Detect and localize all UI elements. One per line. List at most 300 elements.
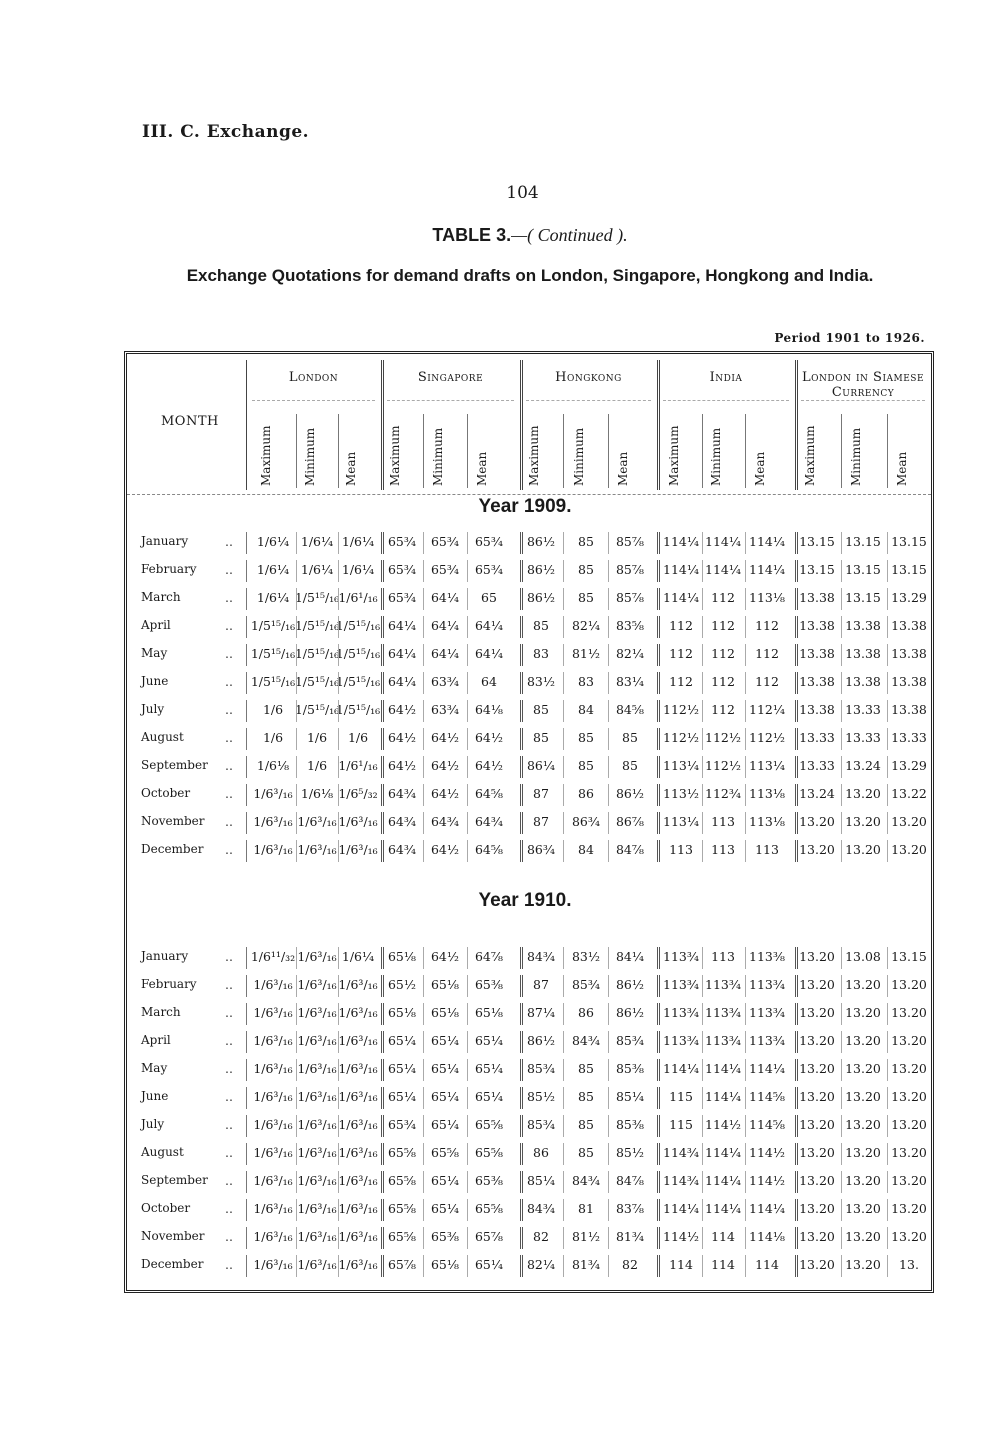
column-subdivider [887,947,888,969]
london-minimum-cell: 1/6³/₁₆ [297,842,337,857]
london-minimum-cell: 1/6³/₁₆ [297,1173,337,1188]
singapore-minimum-cell: 64½ [430,949,460,964]
column-subdivider [467,1031,468,1053]
leader-dots: .. [225,1201,233,1216]
hongkong-maximum-cell: 85 [533,702,549,717]
column-subdivider [423,1143,424,1165]
column-subdivider [841,1059,842,1081]
hongkong-minimum-cell: 84¾ [571,1173,601,1188]
column-subdivider [608,1255,609,1277]
column-divider [381,812,384,834]
subcolumn-label: Minimum [572,427,586,486]
column-subdivider [608,588,609,610]
column-divider [795,532,798,554]
singapore-minimum-cell: 63¾ [430,674,460,689]
singapore-mean-cell: 65¾ [474,562,504,577]
column-subdivider [563,756,564,778]
month-cell: December [141,1257,204,1271]
hongkong-mean-cell: 85⅞ [615,534,645,549]
column-subdivider [608,1087,609,1109]
column-subdivider [338,812,339,834]
column-divider [657,947,660,969]
hongkong-mean-cell: 82 [622,1257,638,1272]
london-in-siamese-currency-minimum-cell: 13.20 [845,1033,881,1048]
subcolumn-label: Minimum [849,427,863,486]
london-maximum-cell: 1/6¹¹/₃₂ [250,949,296,964]
london-in-siamese-currency-minimum-cell: 13.15 [845,534,881,549]
singapore-mean-cell: 65⅜ [474,977,504,992]
column-divider [246,616,247,638]
india-minimum-cell: 114 [711,1257,735,1272]
subcolumn-label: Minimum [709,427,723,486]
india-mean-cell: 114½ [749,1173,785,1188]
singapore-mean-cell: 64⅝ [474,786,504,801]
column-subdivider [563,700,564,722]
column-divider [381,588,384,610]
india-minimum-cell: 113¾ [705,1005,741,1020]
column-divider [520,588,523,610]
column-subdivider [338,1003,339,1025]
london-maximum-cell: 1/6³/₁₆ [253,1201,293,1216]
leader-dots: .. [225,949,233,964]
table-row [127,1224,931,1252]
london-in-siamese-currency-mean-cell: 13.15 [891,562,927,577]
column-subdivider [887,1115,888,1137]
column-divider [381,728,384,750]
london-in-siamese-currency-minimum-cell: 13.20 [845,786,881,801]
india-mean-cell: 112 [755,674,779,689]
column-divider [246,1003,247,1025]
london-in-siamese-currency-mean-cell: 13.20 [891,1145,927,1160]
period-label: Period 1901 to 1926. [774,331,925,345]
column-subdivider [608,728,609,750]
column-subdivider [887,700,888,722]
hongkong-maximum-cell: 84¾ [526,949,556,964]
hongkong-maximum-cell: 86 [533,1145,549,1160]
india-minimum-cell: 114¼ [705,1173,741,1188]
singapore-maximum-cell: 65⅝ [387,1145,417,1160]
table-row [127,944,931,972]
column-subdivider [841,616,842,638]
column-subdivider [563,784,564,806]
header-subdivider [338,414,339,488]
india-mean-cell: 114 [755,1257,779,1272]
hongkong-minimum-cell: 85 [578,562,594,577]
london-minimum-cell: 1/6 [306,758,328,773]
india-maximum-cell: 114¼ [663,1061,699,1076]
hongkong-minimum-cell: 85 [578,758,594,773]
month-cell: October [141,786,191,800]
column-subdivider [338,728,339,750]
column-subdivider [702,947,703,969]
india-minimum-cell: 114¼ [705,1061,741,1076]
table-title [0,225,1001,246]
singapore-mean-cell: 65 [481,590,497,605]
header-divider [657,360,660,490]
hongkong-mean-cell: 84¼ [615,949,645,964]
column-divider [520,1003,523,1025]
hongkong-minimum-cell: 86 [578,786,594,801]
column-divider [520,1115,523,1137]
column-subdivider [841,1003,842,1025]
column-subdivider [745,812,746,834]
london-in-siamese-currency-maximum-cell: 13.20 [799,1061,835,1076]
india-minimum-cell: 112½ [705,730,741,745]
hongkong-maximum-cell: 86½ [526,562,556,577]
column-subdivider [745,1087,746,1109]
london-maximum-cell: 1/6¼ [256,590,290,605]
column-divider [246,672,247,694]
leader-dots: .. [225,1089,233,1104]
column-subdivider [887,644,888,666]
column-subdivider [467,784,468,806]
column-subdivider [296,1199,297,1221]
hongkong-minimum-cell: 83½ [571,949,601,964]
singapore-maximum-cell: 65⅝ [387,1173,417,1188]
column-divider [520,644,523,666]
singapore-mean-cell: 64½ [474,730,504,745]
column-subdivider [745,1115,746,1137]
column-subdivider [296,784,297,806]
column-subdivider [467,1255,468,1277]
london-in-siamese-currency-minimum-cell: 13.20 [845,977,881,992]
india-maximum-cell: 113 [669,842,693,857]
column-subdivider [702,784,703,806]
singapore-minimum-cell: 64½ [430,730,460,745]
column-divider [795,672,798,694]
column-subdivider [338,947,339,969]
singapore-maximum-cell: 65¼ [387,1089,417,1104]
column-subdivider [563,1143,564,1165]
column-subdivider [702,840,703,862]
column-divider [520,532,523,554]
hongkong-mean-cell: 85¼ [615,1089,645,1104]
india-minimum-cell: 113 [711,949,735,964]
column-divider [657,756,660,778]
column-divider [795,1003,798,1025]
leader-dots: .. [225,1117,233,1132]
column-subdivider [702,700,703,722]
column-subdivider [467,1087,468,1109]
subcolumn-label: Maximum [527,425,541,486]
india-maximum-cell: 112 [669,674,693,689]
column-subdivider [702,588,703,610]
column-divider [520,560,523,582]
table-row [127,1140,931,1168]
london-in-siamese-currency-minimum-cell: 13.20 [845,1061,881,1076]
column-subdivider [887,1059,888,1081]
london-mean-cell: 1/6¹/₁₆ [338,758,378,773]
london-in-siamese-currency-mean-cell: 13. [899,1257,919,1272]
london-in-siamese-currency-mean-cell: 13.29 [891,590,927,605]
london-in-siamese-currency-mean-cell: 13.33 [891,730,927,745]
column-subdivider [841,1115,842,1137]
london-in-siamese-currency-mean-cell: 13.20 [891,1061,927,1076]
london-mean-cell: 1/5¹⁵/₁₆ [335,646,381,661]
hongkong-minimum-cell: 81½ [571,646,601,661]
hongkong-minimum-cell: 81 [578,1201,594,1216]
hongkong-minimum-cell: 83 [578,674,594,689]
column-subdivider [296,532,297,554]
column-divider [246,644,247,666]
column-subdivider [296,588,297,610]
column-subdivider [608,947,609,969]
column-subdivider [563,947,564,969]
london-maximum-cell: 1/5¹⁵/₁₆ [250,674,296,689]
singapore-minimum-cell: 65¼ [430,1089,460,1104]
table-row [127,781,931,809]
hongkong-maximum-cell: 82¼ [526,1257,556,1272]
column-subdivider [841,728,842,750]
column-divider [246,700,247,722]
column-subdivider [563,1115,564,1137]
table-row [127,641,931,669]
column-divider [520,728,523,750]
hongkong-minimum-cell: 85 [578,1061,594,1076]
singapore-maximum-cell: 65⅛ [387,949,417,964]
london-in-siamese-currency-minimum-cell: 13.38 [845,618,881,633]
column-divider [246,1171,247,1193]
leader-dots: .. [225,842,233,857]
singapore-mean-cell: 65¼ [474,1033,504,1048]
london-in-siamese-currency-mean-cell: 13.20 [891,842,927,857]
singapore-minimum-cell: 64¼ [430,618,460,633]
london-minimum-cell: 1/6¼ [300,562,334,577]
hongkong-mean-cell: 85 [622,758,638,773]
column-subdivider [467,1115,468,1137]
singapore-mean-cell: 65¼ [474,1061,504,1076]
column-divider [381,672,384,694]
column-subdivider [296,756,297,778]
london-maximum-cell: 1/6³/₁₆ [253,1145,293,1160]
singapore-maximum-cell: 65⅝ [387,1201,417,1216]
column-subdivider [423,812,424,834]
column-divider [657,1059,660,1081]
column-subdivider [296,672,297,694]
london-minimum-cell: 1/6³/₁₆ [297,1117,337,1132]
table-row [127,613,931,641]
london-in-siamese-currency-minimum-cell: 13.20 [845,1145,881,1160]
page-number: 104 [506,183,539,203]
leader-dots: .. [225,786,233,801]
hongkong-maximum-cell: 85 [533,730,549,745]
column-subdivider [702,1031,703,1053]
london-minimum-cell: 1/6³/₁₆ [297,949,337,964]
column-subdivider [887,588,888,610]
subcolumn-maximum [803,412,828,486]
month-cell: August [141,730,184,744]
london-in-siamese-currency-maximum-cell: 13.38 [799,618,835,633]
column-divider [246,728,247,750]
column-subdivider [887,1199,888,1221]
india-mean-cell: 114⅛ [749,1229,785,1244]
column-divider [520,784,523,806]
column-subdivider [608,812,609,834]
london-maximum-cell: 1/6⅛ [256,758,290,773]
london-mean-cell: 1/6³/₁₆ [338,842,378,857]
india-mean-cell: 113⅛ [749,590,785,605]
column-divider [381,1031,384,1053]
singapore-mean-cell: 65¼ [474,1257,504,1272]
column-subdivider [702,728,703,750]
singapore-maximum-cell: 65¾ [387,534,417,549]
london-in-siamese-currency-minimum-cell: 13.38 [845,646,881,661]
table-row [127,1028,931,1056]
leader-dots: .. [225,1257,233,1272]
column-group-singapore: Singapore [417,370,484,385]
london-in-siamese-currency-minimum-cell: 13.33 [845,730,881,745]
column-subdivider [423,1227,424,1249]
hongkong-maximum-cell: 86½ [526,590,556,605]
column-subdivider [887,840,888,862]
subcolumn-maximum [259,412,284,486]
india-minimum-cell: 114 [711,1229,735,1244]
month-cell: July [141,1117,165,1131]
singapore-mean-cell: 64⅝ [474,842,504,857]
column-subdivider [296,644,297,666]
singapore-mean-cell: 65⅝ [474,1145,504,1160]
column-subdivider [423,560,424,582]
month-cell: September [141,1173,208,1187]
column-subdivider [467,672,468,694]
column-divider [520,1171,523,1193]
london-in-siamese-currency-maximum-cell: 13.38 [799,674,835,689]
header-divider [246,360,247,490]
london-in-siamese-currency-maximum-cell: 13.20 [799,1201,835,1216]
column-divider [657,672,660,694]
column-divider [520,1031,523,1053]
leader-dots: .. [225,758,233,773]
month-cell: March [141,1005,181,1019]
column-subdivider [887,1003,888,1025]
column-subdivider [745,1227,746,1249]
column-subdivider [338,1255,339,1277]
column-divider [381,1003,384,1025]
subcolumn-label: Mean [475,451,489,486]
table-row [127,1000,931,1028]
column-subdivider [563,644,564,666]
column-group-rule [801,400,925,401]
london-in-siamese-currency-minimum-cell: 13.20 [845,1173,881,1188]
india-mean-cell: 112½ [749,730,785,745]
singapore-minimum-cell: 64½ [430,842,460,857]
london-in-siamese-currency-maximum-cell: 13.33 [799,730,835,745]
subcolumn-mean [616,412,641,486]
column-subdivider [702,1143,703,1165]
column-subdivider [296,1171,297,1193]
column-subdivider [608,1115,609,1137]
hongkong-mean-cell: 85⅞ [615,590,645,605]
column-subdivider [467,1059,468,1081]
column-subdivider [745,1031,746,1053]
column-subdivider [702,644,703,666]
singapore-maximum-cell: 64½ [387,758,417,773]
singapore-maximum-cell: 65⅛ [387,1005,417,1020]
column-divider [381,1199,384,1221]
column-divider [657,700,660,722]
singapore-mean-cell: 65⅝ [474,1201,504,1216]
singapore-maximum-cell: 65¾ [387,590,417,605]
column-divider [381,1227,384,1249]
column-subdivider [841,1171,842,1193]
india-maximum-cell: 113¾ [663,977,699,992]
column-subdivider [563,616,564,638]
singapore-maximum-cell: 65¼ [387,1033,417,1048]
column-subdivider [745,588,746,610]
london-mean-cell: 1/5¹⁵/₁₆ [335,618,381,633]
column-divider [795,1255,798,1277]
india-maximum-cell: 112 [669,618,693,633]
column-subdivider [423,975,424,997]
hongkong-mean-cell: 85 [622,730,638,745]
hongkong-maximum-cell: 87 [533,977,549,992]
header-subdivider [296,414,297,488]
column-divider [246,560,247,582]
column-subdivider [887,1255,888,1277]
hongkong-minimum-cell: 85 [578,534,594,549]
section-heading: III. C. Exchange. [142,122,310,142]
column-divider [381,1115,384,1137]
column-subdivider [887,672,888,694]
column-subdivider [296,1115,297,1137]
leader-dots: .. [225,702,233,717]
column-divider [381,1059,384,1081]
column-subdivider [841,672,842,694]
singapore-minimum-cell: 65⅛ [430,977,460,992]
london-in-siamese-currency-minimum-cell: 13.20 [845,1089,881,1104]
column-subdivider [608,532,609,554]
table-title-text: TABLE 3. [432,225,512,245]
column-subdivider [467,975,468,997]
column-subdivider [745,1059,746,1081]
month-cell: February [141,977,197,991]
table-row [127,972,931,1000]
column-subdivider [563,728,564,750]
table-row [127,1056,931,1084]
column-subdivider [702,1227,703,1249]
london-in-siamese-currency-maximum-cell: 13.20 [799,1257,835,1272]
column-subdivider [423,840,424,862]
column-subdivider [608,560,609,582]
table-row [127,585,931,613]
column-subdivider [608,700,609,722]
london-in-siamese-currency-mean-cell: 13.20 [891,1005,927,1020]
column-subdivider [563,1031,564,1053]
singapore-mean-cell: 64 [481,674,497,689]
subcolumn-label: Mean [616,451,630,486]
london-in-siamese-currency-maximum-cell: 13.20 [799,949,835,964]
india-maximum-cell: 115 [669,1117,693,1132]
column-subdivider [841,1143,842,1165]
column-subdivider [745,1143,746,1165]
column-divider [381,560,384,582]
india-mean-cell: 113 [755,842,779,857]
london-maximum-cell: 1/6³/₁₆ [253,842,293,857]
column-divider [657,1143,660,1165]
column-subdivider [423,644,424,666]
column-subdivider [702,975,703,997]
column-subdivider [841,700,842,722]
singapore-minimum-cell: 65¼ [430,1173,460,1188]
singapore-minimum-cell: 64¼ [430,646,460,661]
hongkong-mean-cell: 83⅝ [615,618,645,633]
month-cell: November [141,814,205,828]
singapore-maximum-cell: 64¼ [387,646,417,661]
singapore-maximum-cell: 64¼ [387,618,417,633]
hongkong-maximum-cell: 83½ [526,674,556,689]
column-subdivider [841,784,842,806]
india-minimum-cell: 114¼ [705,1145,741,1160]
